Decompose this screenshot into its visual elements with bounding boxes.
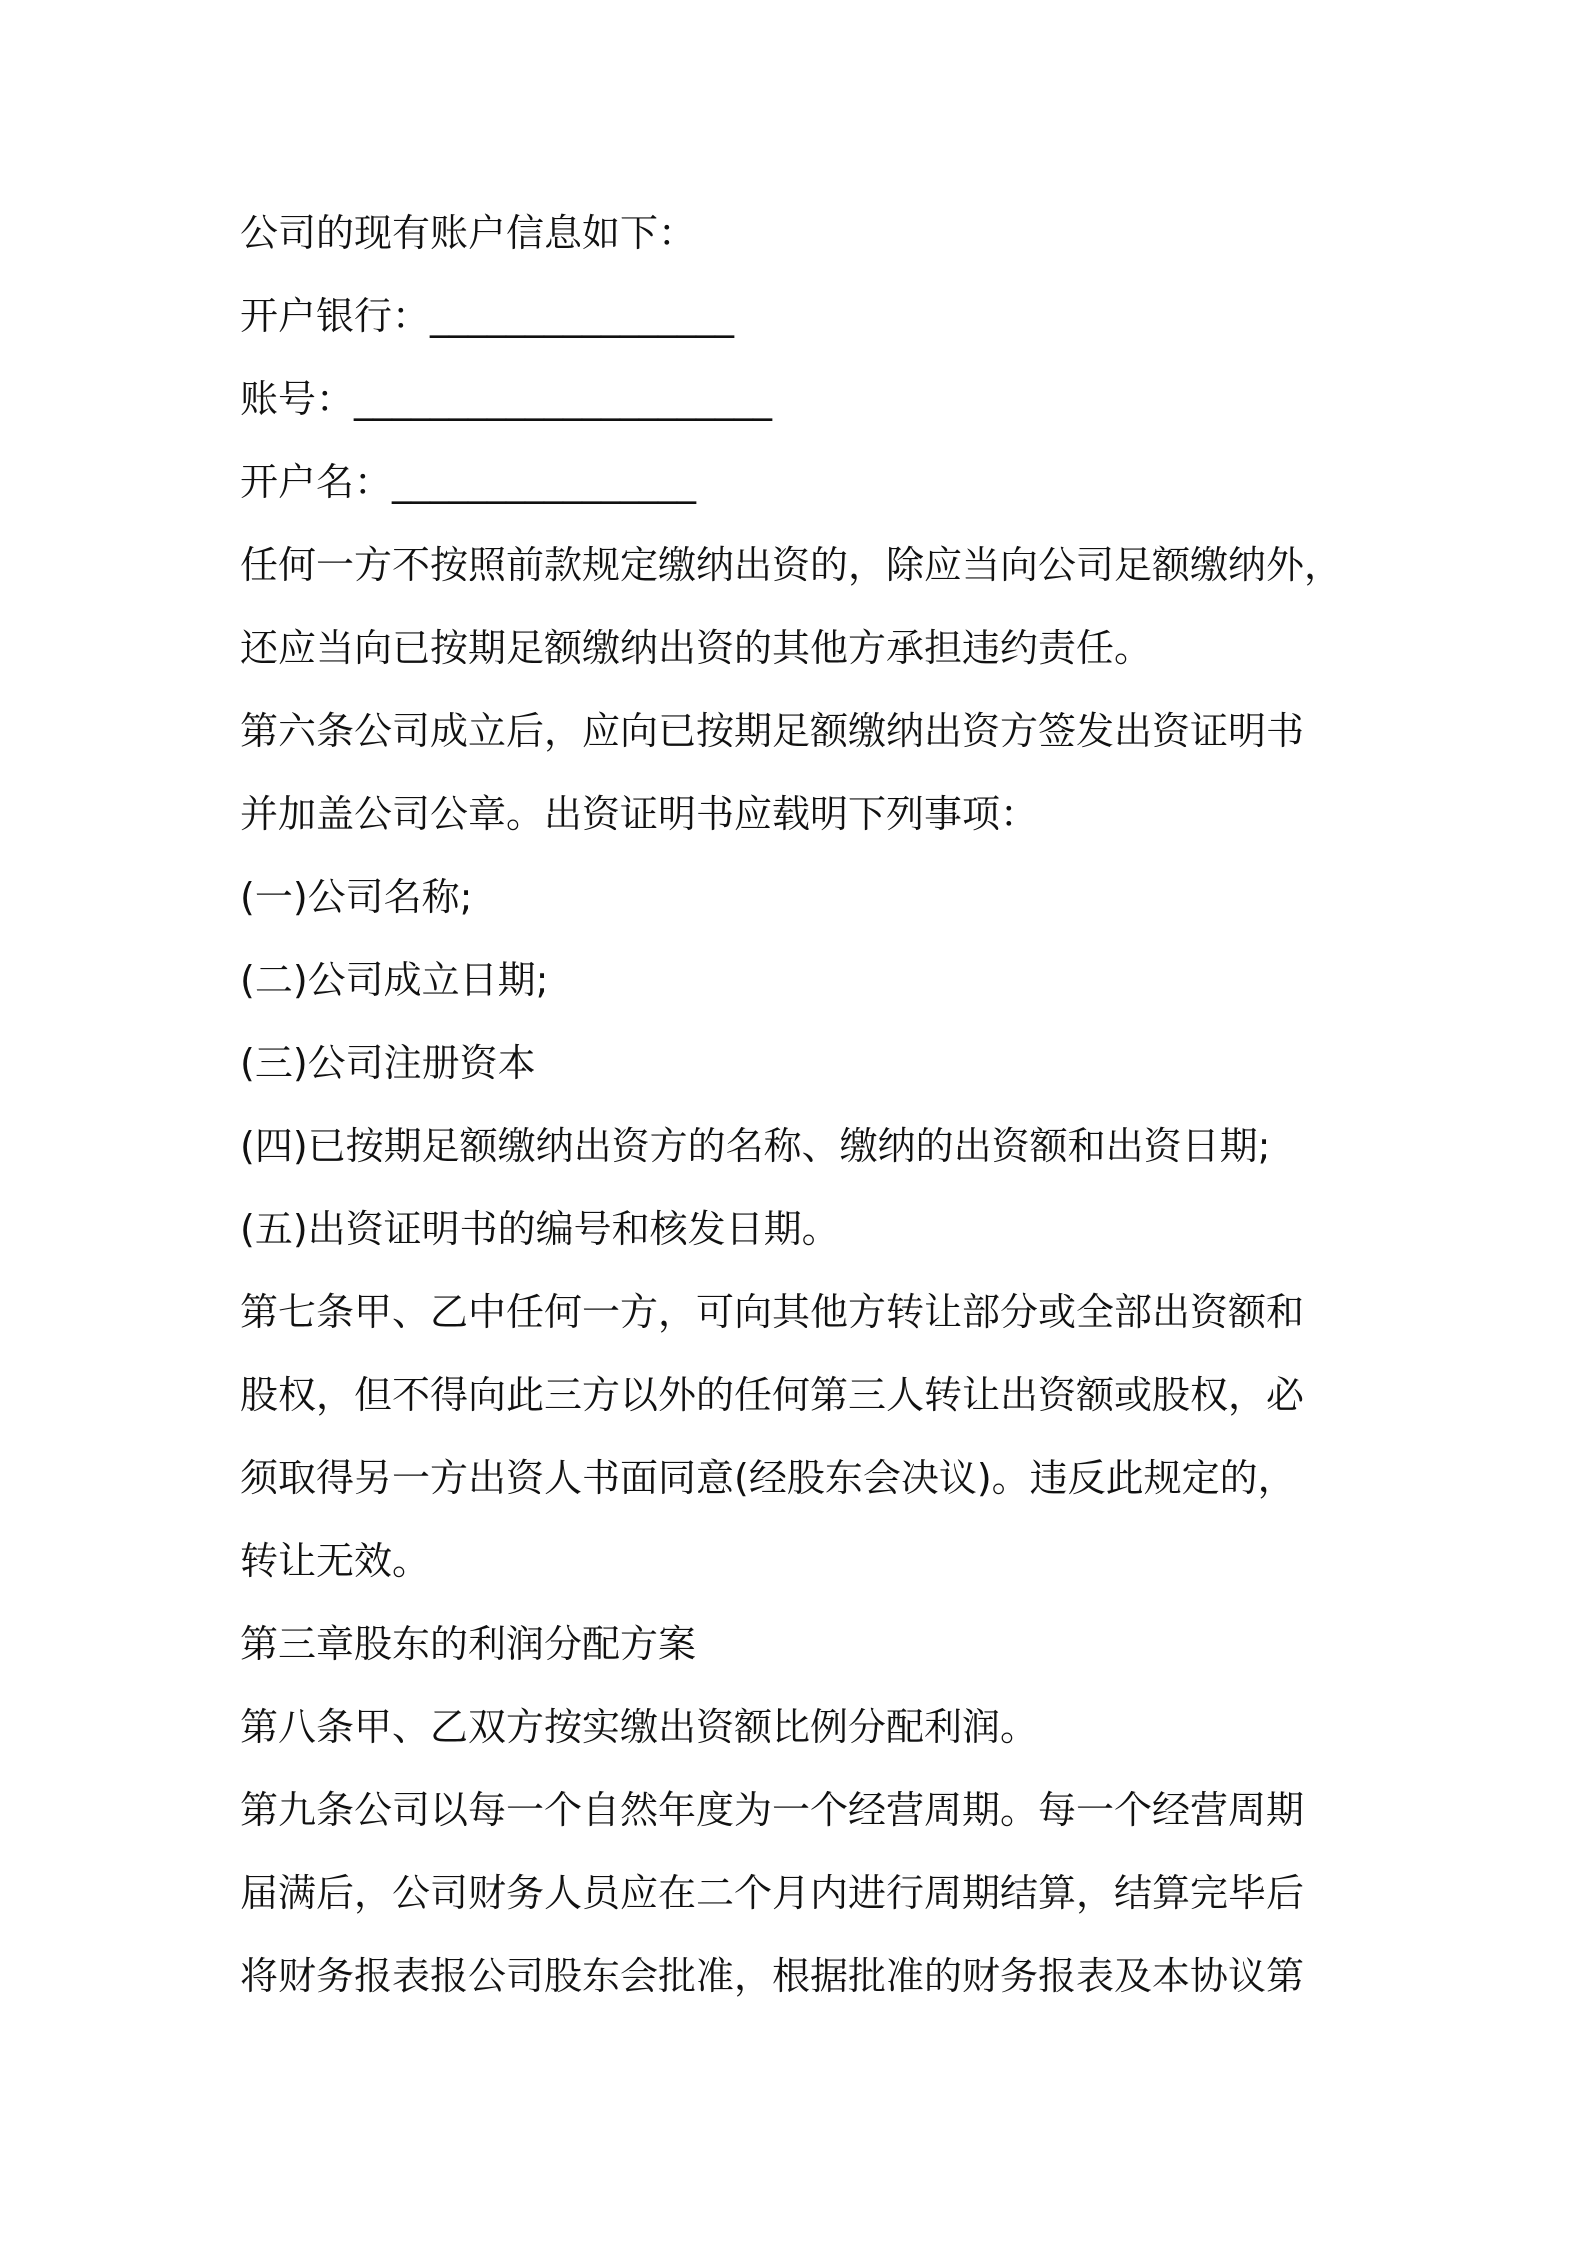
list-item: (四)已按期足额缴纳出资方的名称、缴纳的出资额和出资日期; — [240, 1124, 1271, 1168]
paragraph-line: 还应当向已按期足额缴纳出资的其他方承担违约责任。 — [240, 626, 1153, 670]
article-nine-line: 届满后，公司财务人员应在二个月内进行周期结算，结算完毕后 — [240, 1871, 1305, 1915]
paragraph-line: 任何一方不按照前款规定缴纳出资的，除应当向公司足额缴纳外， — [240, 543, 1343, 587]
list-item: (二)公司成立日期; — [240, 958, 549, 1002]
article-seven-line: 须取得另一方出资人书面同意(经股东会决议)。违反此规定的， — [240, 1456, 1296, 1500]
article-six-line: 第六条公司成立后，应向已按期足额缴纳出资方签发出资证明书 — [240, 709, 1305, 753]
article-nine-line: 将财务报表报公司股东会批准，根据批准的财务报表及本协议第 — [240, 1954, 1305, 1998]
list-item: (五)出资证明书的编号和核发日期。 — [240, 1207, 840, 1251]
article-nine-line: 第九条公司以每一个自然年度为一个经营周期。每一个经营周期 — [240, 1788, 1305, 1832]
article-eight-line: 第八条甲、乙双方按实缴出资额比例分配利润。 — [240, 1705, 1039, 1749]
list-item: (三)公司注册资本 — [240, 1041, 536, 1085]
article-seven-line: 股权，但不得向此三方以外的任何第三人转让出资额或股权，必 — [240, 1373, 1305, 1417]
list-item: (一)公司名称; — [240, 875, 473, 919]
article-six-line: 并加盖公司公章。出资证明书应载明下列事项： — [240, 792, 1039, 836]
bank-name-field: 开户银行：________________ — [240, 294, 735, 338]
document-body — [240, 192, 1360, 2018]
chapter-heading: 第三章股东的利润分配方案 — [240, 1622, 697, 1666]
article-seven-line: 第七条甲、乙中任何一方，可向其他方转让部分或全部出资额和 — [240, 1290, 1305, 1334]
account-holder-field: 开户名：________________ — [240, 460, 697, 504]
article-seven-line: 转让无效。 — [240, 1539, 431, 1583]
account-info-intro: 公司的现有账户信息如下： — [240, 211, 697, 255]
account-number-field: 账号：______________________ — [240, 377, 773, 421]
